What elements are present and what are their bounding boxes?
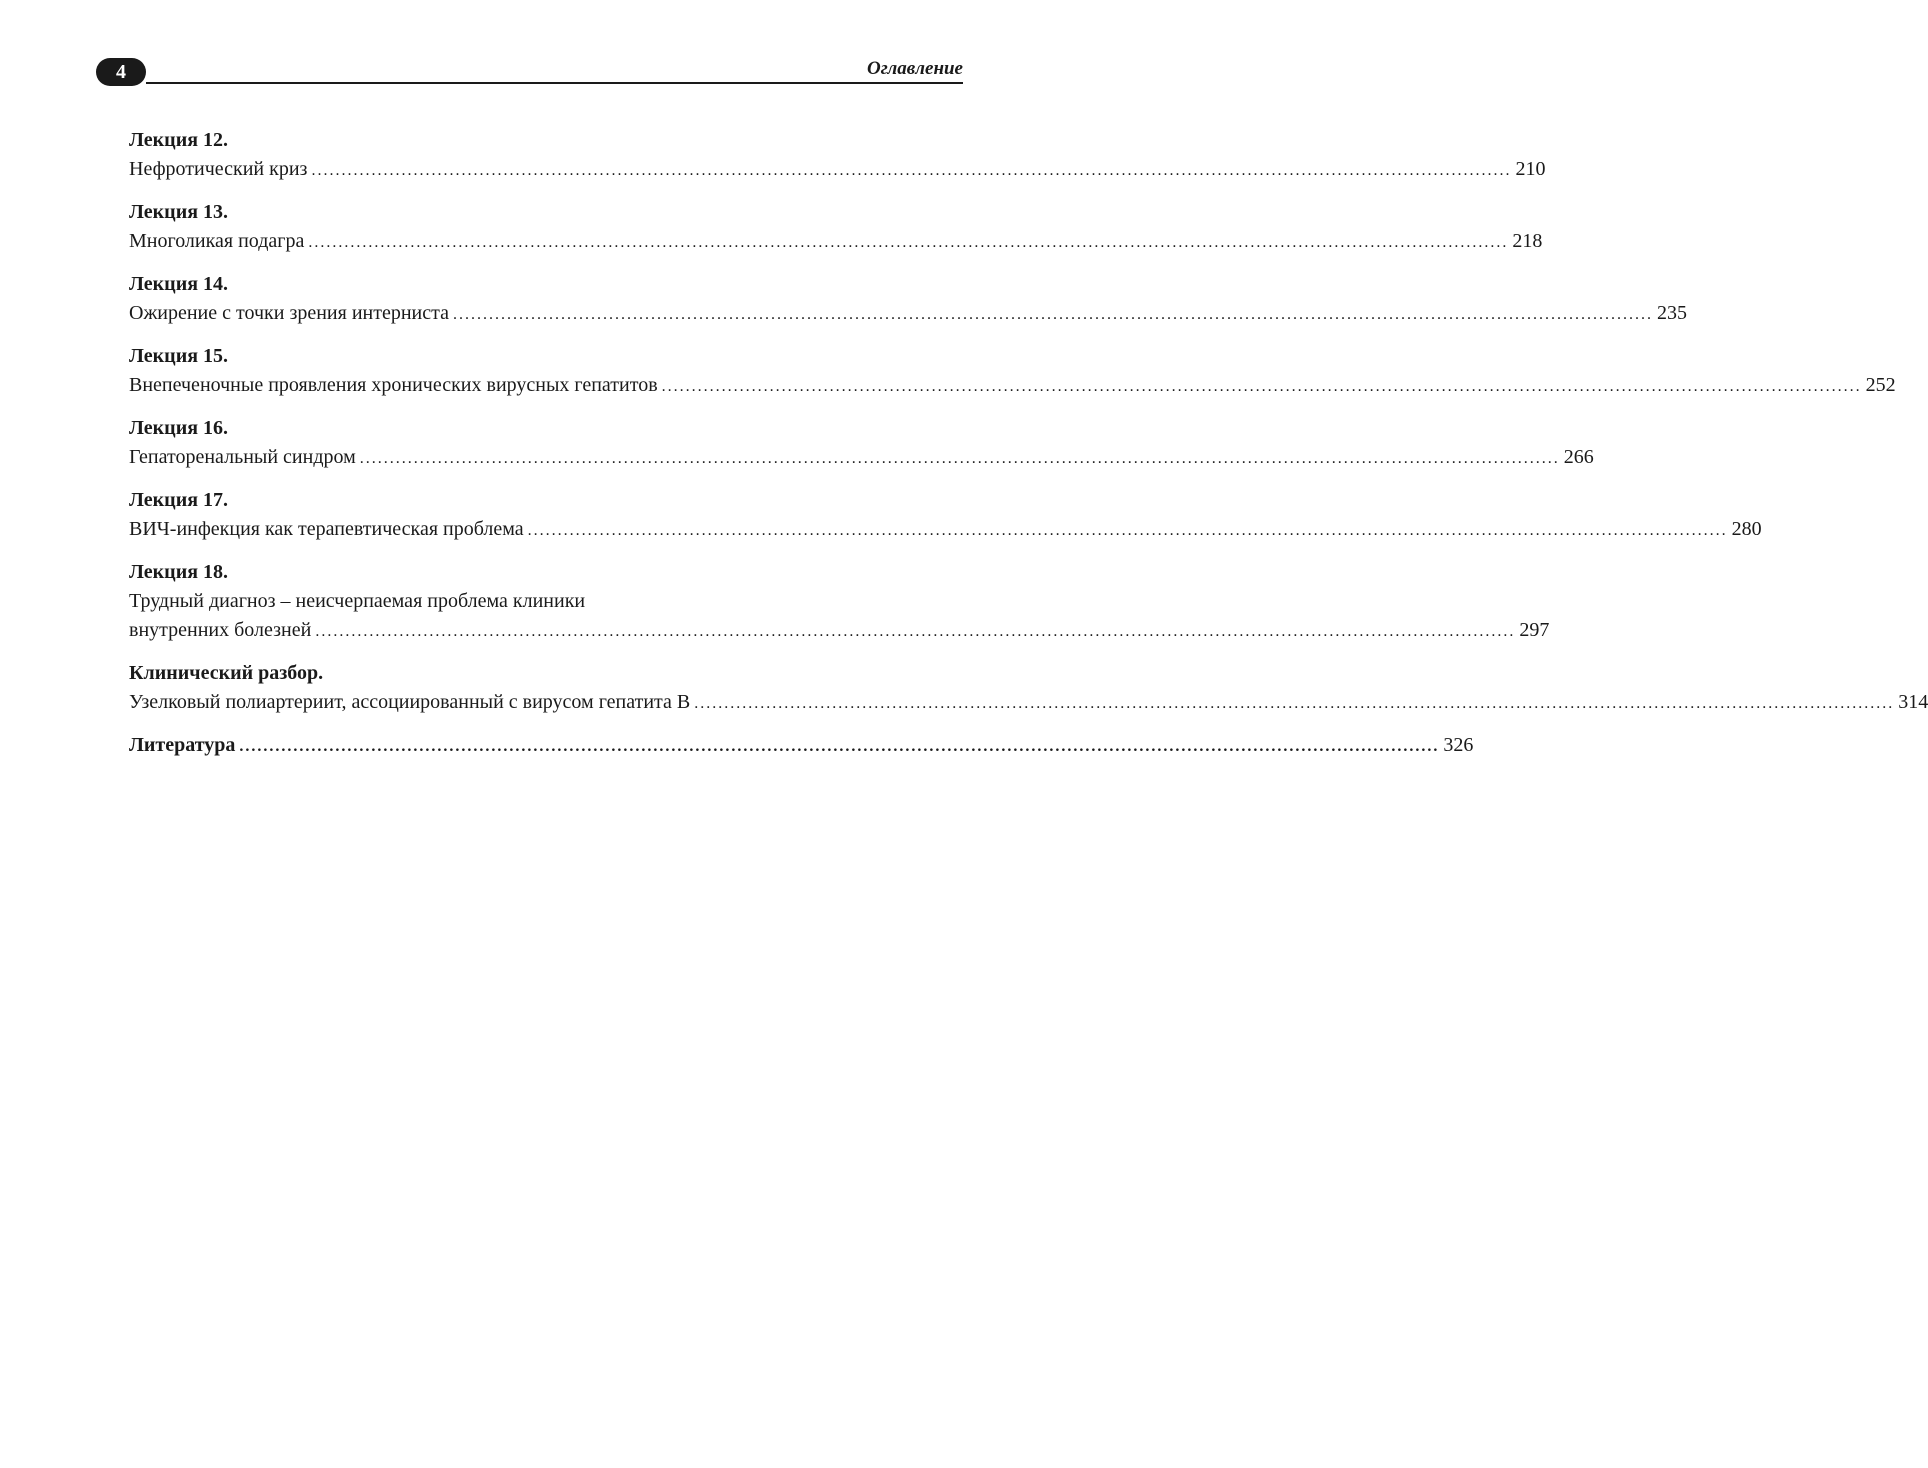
table-of-contents <box>129 126 1928 774</box>
toc-entry-lecture-15 <box>129 342 1896 401</box>
toc-line[interactable] <box>129 688 1928 718</box>
header-rule <box>146 82 963 84</box>
page-ref: 210 <box>1515 158 1546 180</box>
toc-line[interactable] <box>129 515 1762 545</box>
toc-line[interactable] <box>129 155 1546 185</box>
lecture-title: Лекция 18. <box>129 561 229 583</box>
toc-line[interactable] <box>129 299 1687 329</box>
page-ref: 235 <box>1657 302 1687 324</box>
dot-leader: ........................................................................................................................................................................................................ <box>311 162 1512 179</box>
dot-leader: ........................................................................................................................................................................................................ <box>694 695 1895 712</box>
page-ref: 280 <box>1731 518 1762 540</box>
lecture-name: Внепеченочные проявления хронических вирусных гепатитов <box>129 374 658 396</box>
lecture-title: Лекция 12. <box>129 129 229 151</box>
page-ref: 297 <box>1519 619 1550 641</box>
dot-leader: ........................................................................................................................................................................................................ <box>527 522 1728 539</box>
running-title: Оглавление <box>859 58 963 80</box>
lecture-name: ВИЧ-инфекция как терапевтическая проблема <box>129 518 524 540</box>
lecture-title: Лекция 13. <box>129 201 229 223</box>
lecture-name: Нефротический криз <box>129 158 308 180</box>
toc-entry-lecture-16 <box>129 414 1594 473</box>
page-ref: 314 <box>1898 691 1928 713</box>
toc-line[interactable] <box>129 227 1543 257</box>
lecture-name-continued: внутренних болезней <box>129 619 312 641</box>
page-ref: 266 <box>1563 446 1594 468</box>
lecture-name: Многоликая подагра <box>129 230 305 252</box>
lecture-title: Лекция 16. <box>129 417 229 439</box>
lecture-name: Трудный диагноз – неисчерпаемая проблема клиники <box>129 590 586 612</box>
dot-leader: ........................................................................................................................................................................................................ <box>453 306 1653 323</box>
lecture-title: Клинический разбор. <box>129 662 324 684</box>
literature-label: Литература <box>129 734 236 756</box>
toc-entry-lecture-14 <box>129 270 1687 329</box>
lecture-title: Лекция 15. <box>129 345 229 367</box>
toc-line[interactable] <box>129 443 1594 473</box>
lecture-title: Лекция 14. <box>129 273 229 295</box>
dot-leader: ........................................................................................................................................................................................................ <box>661 378 1862 395</box>
toc-entry-lecture-12 <box>129 126 1546 185</box>
page-header <box>96 56 963 88</box>
toc-entry-lecture-18 <box>129 558 1550 646</box>
toc-entry-lecture-17 <box>129 486 1762 545</box>
lecture-name: Ожирение с точки зрения интерниста <box>129 302 449 324</box>
page-number: 4 <box>96 58 146 86</box>
dot-leader: ........................................................................................................................................................................................................ <box>308 234 1509 251</box>
lecture-name: Узелковый полиартериит, ассоциированный с вирусом гепатита В <box>129 691 691 713</box>
dot-leader: ........................................................................................................................................................................................................ <box>315 623 1516 640</box>
toc-entry-lecture-13 <box>129 198 1543 257</box>
dot-leader: ........................................................................................................................................................................................................ <box>239 738 1440 755</box>
toc-line[interactable] <box>129 731 1474 761</box>
toc-entry-literature <box>129 731 1474 761</box>
toc-line[interactable] <box>129 616 1550 646</box>
page-ref: 252 <box>1865 374 1896 396</box>
page-ref: 326 <box>1443 734 1474 756</box>
lecture-title: Лекция 17. <box>129 489 229 511</box>
toc-entry-clinical-case <box>129 659 1928 718</box>
toc-line[interactable] <box>129 371 1896 401</box>
lecture-name: Гепаторенальный синдром <box>129 446 356 468</box>
dot-leader: ........................................................................................................................................................................................................ <box>359 450 1560 467</box>
toc-line-first[interactable] <box>129 587 957 616</box>
page-ref: 218 <box>1512 230 1543 252</box>
